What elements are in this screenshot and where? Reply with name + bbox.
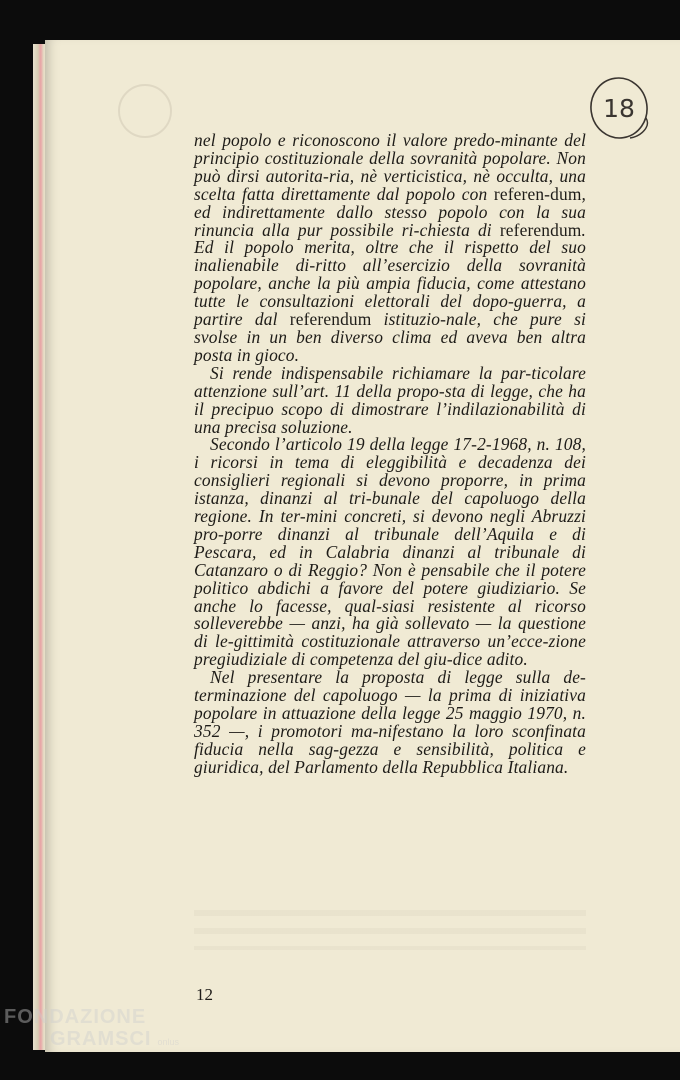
watermark-suffix: onlus	[157, 1037, 179, 1047]
text-run: nel popolo e riconoscono il valore predo-minante del principio costituzionale della sovranità popolare. Non può dirsi autorita-ria, nè verticistica, nè occulta, una scelta fatta direttamente dal popolo con	[194, 130, 586, 204]
watermark-line2: GRAMSCI	[50, 1028, 152, 1050]
handwritten-circle-icon	[588, 74, 652, 144]
text-run: Si rende indispensabile richiamare la par-ticolare attenzione sull’art. 11 della propo-sta di legge, che ha il precipuo scopo di dimostrare l’indilazionabilità di una precisa soluzione.	[194, 362, 586, 437]
text-run: . Ed il popolo merita, oltre che il rispetto del suo inalienabile di-ritto all’esercizio della sovranità popolare, anche la più ampia fiducia, come attestano tutte le consultazioni elettorali del dopo-guerra, a partire dal	[194, 219, 586, 330]
handwritten-number: 18	[603, 94, 635, 123]
text-run: referendum	[499, 219, 582, 240]
text-run: referen-dum	[493, 183, 582, 204]
handwritten-page-number	[588, 74, 652, 144]
text-run: Secondo l’articolo 19 della legge 17-2-1968, n. 108, i ricorsi in tema di eleggibilità e decadenza dei consiglieri regionali si devono proporre, in prima istanza, dinanzi al tri-bunale del capoluogo della regione. In ter-mini concreti, si devono negli Abruzzi pro-porre dinanzi al tribunale dell’Aquila e di Pescara, ed in Calabria dinanzi al tribunale di Catanzaro o di Reggio? Non è pensabile che il potere politico abdichi a favore del potere giudiziario. Se anche lo facesse, qual-siasi resistente al ricorso solleverebbe — anzi, ha già sollevato — la questione di le-gittimità costituzionale attraverso un’ecce-zione pregiudiziale di competenza del giu-dice adito.	[194, 434, 586, 670]
text-run: , ed indirettamente dallo stesso popolo con la sua rinuncia alla pur possibile ri-chiesta di	[194, 183, 586, 240]
watermark	[4, 1006, 179, 1053]
faded-stamp	[118, 84, 172, 138]
text-run: istituzio-nale, che pure si svolse in un ben diverso clima ed aveva ben altra posta in gioco.	[194, 309, 586, 365]
paragraph	[194, 132, 586, 365]
paragraph	[194, 669, 586, 776]
text-run: Nel presentare la proposta di legge sulla de-terminazione del capoluogo — la prima di iniziativa popolare in attuazione della legge 25 maggio 1970, n. 352 —, i promotori ma-nifestano la loro sconfinata fiducia nella sag-gezza e sensibilità, politica e giuridica, del Parlamento della Repubblica Italiana.	[194, 667, 586, 777]
watermark-line2-row	[4, 1028, 179, 1053]
page-number: 12	[196, 985, 213, 1004]
text-run: referendum	[289, 309, 372, 330]
paragraph	[194, 436, 586, 669]
paragraph	[194, 362, 586, 437]
bleed-through-text	[194, 910, 586, 950]
body-text	[194, 132, 586, 777]
watermark-line1: FONDAZIONE	[4, 1006, 147, 1028]
